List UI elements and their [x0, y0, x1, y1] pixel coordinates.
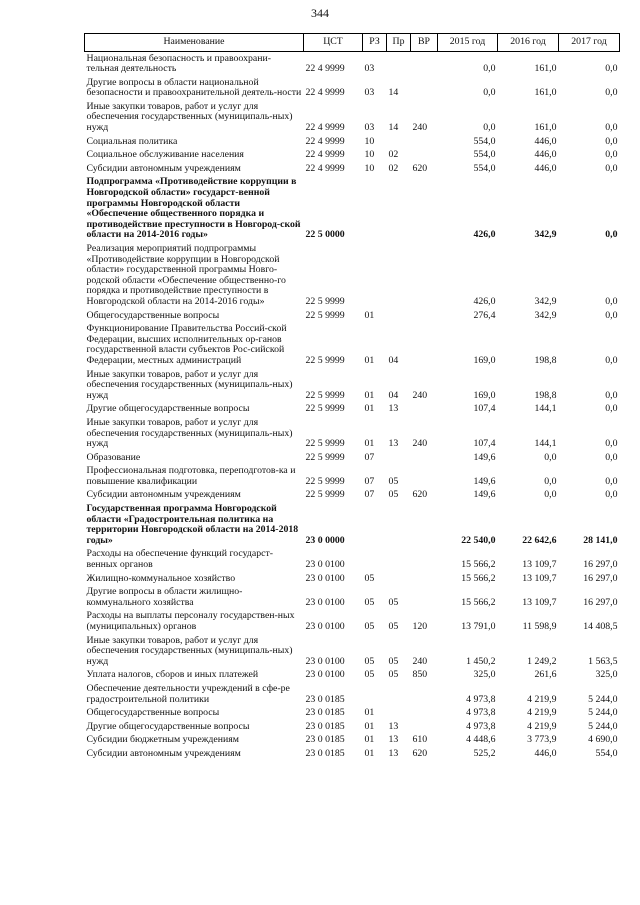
row-value-2016: 11 598,9: [522, 621, 557, 632]
row-vr: [411, 572, 438, 586]
row-pr: 02: [388, 149, 399, 161]
header-rz: РЗ: [363, 34, 387, 52]
row-value-2017: 0,0: [605, 354, 618, 366]
header-2017: 2017 год: [559, 34, 620, 52]
row-pr: 13: [388, 747, 399, 759]
row-pr: 13: [388, 403, 399, 415]
row-value-2017: 0,0: [605, 122, 618, 134]
row-rz: 05: [364, 596, 375, 608]
row-rz: 05: [364, 621, 375, 632]
row-rz: 01: [364, 747, 375, 759]
table-row: [85, 548, 620, 572]
row-value-2015: 15 566,2: [461, 559, 496, 571]
row-vr: 240: [412, 122, 428, 134]
row-rz: 03: [364, 87, 375, 99]
row-value-2017: 0,0: [605, 475, 618, 487]
row-rz: [363, 682, 387, 706]
row-value-2017: 0,0: [605, 149, 618, 161]
table-header-row: [85, 34, 620, 52]
table-row: [85, 323, 620, 368]
row-vr: [411, 465, 438, 489]
row-name: Иные закупки товаров, работ и услуг для обеспечения государственных (муниципаль-ных) нужд: [86, 634, 293, 667]
row-value-2016: 161,0: [534, 63, 557, 75]
row-rz: 05: [364, 655, 375, 667]
row-cst: 22 4 9999: [305, 135, 345, 147]
row-vr: [411, 149, 438, 163]
row-vr: 120: [412, 621, 428, 632]
row-cst: 23 0 0100: [305, 572, 345, 584]
row-value-2016: 13 109,7: [522, 572, 557, 584]
row-name: Реализация мероприятий подпрограммы «Противодействие коррупции в Новгородской области» государственной программы Новго-родской области «Обеспечение общественно-го порядка и противодействие преступности в Новгородской области на 2014-2016 годы»: [86, 243, 286, 307]
row-pr: [387, 309, 411, 323]
row-rz: 01: [364, 438, 375, 450]
table-row: [85, 707, 620, 721]
row-cst: 22 5 9999: [305, 475, 345, 487]
row-cst: 22 5 9999: [305, 389, 345, 401]
table-row: [85, 243, 620, 310]
row-value-2016: 342,9: [534, 295, 557, 307]
row-value-2017: 0,0: [605, 63, 618, 75]
row-cst: 23 0 0100: [305, 559, 345, 571]
header-name: Наименование: [85, 34, 304, 52]
row-name: Социальная политика: [86, 135, 178, 147]
row-value-2017: 16 297,0: [583, 572, 618, 584]
row-name: Другие вопросы в области национальной безопасности и правоохранительной деятель-ности: [86, 76, 302, 99]
row-value-2015: 554,0: [473, 149, 496, 161]
row-name: Расходы на выплаты персоналу государствен-ных (муниципальных) органов: [86, 610, 295, 632]
row-vr: [411, 586, 438, 610]
table-row: [85, 176, 620, 243]
row-cst: 23 0 0100: [305, 655, 345, 667]
row-cst: 22 5 9999: [305, 295, 345, 307]
row-pr: [387, 682, 411, 706]
table-row: [85, 734, 620, 748]
row-vr: [411, 451, 438, 465]
row-value-2016: 0,0: [544, 475, 557, 487]
row-cst: 22 5 9999: [305, 438, 345, 450]
table-row: [85, 100, 620, 135]
row-name: Обеспечение деятельности учреждений в сфе-ре градостроительной политики: [86, 682, 290, 705]
row-cst: 22 4 9999: [305, 149, 345, 161]
table-row: [85, 403, 620, 417]
row-rz: [363, 548, 387, 572]
table-row: [85, 149, 620, 163]
row-cst: 22 4 9999: [305, 87, 345, 99]
row-value-2016: 198,8: [534, 354, 557, 366]
row-value-2017: 0,0: [605, 309, 618, 321]
row-value-2016: 446,0: [534, 162, 557, 174]
row-value-2016: 1 249,2: [527, 655, 557, 667]
row-value-2017: 0,0: [605, 87, 618, 99]
row-cst: 22 5 9999: [305, 309, 345, 321]
row-cst: 22 5 9999: [305, 403, 345, 415]
row-pr: 04: [388, 354, 399, 366]
table-row: [85, 634, 620, 669]
table-row: [85, 451, 620, 465]
row-pr: [387, 707, 411, 721]
row-vr: [411, 176, 438, 243]
row-pr: 05: [388, 621, 399, 632]
row-value-2015: 276,4: [473, 309, 496, 321]
row-value-2015: 149,6: [473, 451, 496, 463]
row-name: Образование: [86, 451, 141, 463]
row-rz: 07: [364, 475, 375, 487]
row-name: Субсидии автономным учреждениям: [86, 489, 241, 501]
row-value-2016: 13 109,7: [522, 559, 557, 571]
table-row: [85, 162, 620, 176]
row-rz: 01: [364, 309, 375, 321]
row-rz: 05: [364, 669, 375, 681]
row-value-2017: 16 297,0: [583, 596, 618, 608]
row-rz: 01: [364, 354, 375, 366]
row-pr: 05: [388, 489, 399, 501]
row-value-2017: 14 408,5: [583, 621, 618, 632]
row-pr: 05: [388, 596, 399, 608]
row-value-2017: 5 244,0: [588, 707, 618, 719]
row-value-2017: 325,0: [595, 669, 618, 681]
row-value-2017: 28 141,0: [583, 534, 618, 546]
row-value-2017: 0,0: [605, 451, 618, 463]
row-vr: [411, 403, 438, 417]
table-row: [85, 76, 620, 100]
row-cst: 23 0 0185: [305, 720, 345, 732]
row-pr: 05: [388, 655, 399, 667]
table-row: [85, 720, 620, 734]
row-cst: 22 5 9999: [305, 354, 345, 366]
row-cst: 23 0 0100: [305, 621, 345, 632]
budget-table: [84, 33, 620, 761]
header-pr: Пр: [387, 34, 411, 52]
row-cst: 23 0 0100: [305, 596, 345, 608]
row-vr: [411, 720, 438, 734]
row-pr: [387, 451, 411, 465]
table-row: [85, 610, 620, 634]
row-cst: 22 4 9999: [305, 122, 345, 134]
row-cst: 23 0 0185: [305, 707, 345, 719]
table-row: [85, 368, 620, 403]
row-rz: 07: [364, 489, 375, 501]
row-cst: 23 0 0185: [305, 734, 345, 746]
row-pr: [387, 52, 411, 77]
row-name: Общегосударственные вопросы: [86, 309, 220, 321]
row-pr: [387, 176, 411, 243]
row-vr: [411, 52, 438, 77]
row-vr: 610: [412, 734, 428, 746]
header-2016: 2016 год: [498, 34, 559, 52]
row-value-2016: 161,0: [534, 87, 557, 99]
row-name: Субсидии автономным учреждениям: [86, 747, 241, 759]
row-pr: [387, 572, 411, 586]
row-value-2015: 4 973,8: [466, 707, 496, 719]
row-value-2016: 3 773,9: [527, 734, 557, 746]
table-row: [85, 465, 620, 489]
row-name: Субсидии бюджетным учреждениям: [86, 734, 239, 746]
row-value-2015: 15 566,2: [461, 596, 496, 608]
row-value-2016: 22 642,6: [522, 534, 557, 546]
row-vr: [411, 503, 438, 548]
row-value-2015: 149,6: [473, 489, 496, 501]
row-vr: [411, 682, 438, 706]
row-value-2017: 4 690,0: [588, 734, 618, 746]
row-cst: 22 4 9999: [305, 63, 345, 75]
row-value-2015: 22 540,0: [461, 534, 496, 546]
row-value-2015: 525,2: [473, 747, 496, 759]
row-name: Другие общегосударственные вопросы: [86, 403, 250, 415]
row-value-2016: 144,1: [534, 438, 557, 450]
row-value-2016: 144,1: [534, 403, 557, 415]
row-cst: 22 5 9999: [305, 451, 345, 463]
row-value-2017: 0,0: [605, 403, 618, 415]
row-pr: 05: [388, 475, 399, 487]
row-rz: 10: [364, 162, 375, 174]
row-rz: 01: [364, 734, 375, 746]
row-pr: [387, 243, 411, 310]
row-vr: 620: [412, 162, 428, 174]
row-name: Функционирование Правительства Россий-ской Федерации, высших исполнительных ор-ганов государственной власти субъектов Рос-сийской Федерации, местных администраций: [86, 323, 287, 366]
row-rz: 03: [364, 122, 375, 134]
row-rz: 03: [364, 63, 375, 75]
row-value-2016: 446,0: [534, 747, 557, 759]
row-name: Уплата налогов, сборов и иных платежей: [86, 669, 259, 681]
page-number: 344: [311, 6, 329, 20]
row-vr: [411, 243, 438, 310]
header-vr: ВР: [411, 34, 438, 52]
table-row: [85, 135, 620, 149]
row-value-2017: 16 297,0: [583, 559, 618, 571]
row-value-2015: 1 450,2: [466, 655, 496, 667]
row-value-2017: 0,0: [605, 295, 618, 307]
table-row: [85, 586, 620, 610]
row-value-2017: 5 244,0: [588, 720, 618, 732]
row-vr: [411, 76, 438, 100]
row-name: Иные закупки товаров, работ и услуг для обеспечения государственных (муниципаль-ных) нужд: [86, 100, 293, 134]
row-value-2016: 446,0: [534, 135, 557, 147]
row-pr: 05: [388, 669, 399, 681]
row-value-2015: 554,0: [473, 135, 496, 147]
row-value-2016: 261,6: [534, 669, 557, 681]
row-value-2017: 0,0: [605, 489, 618, 501]
row-value-2017: 1 563,5: [588, 655, 618, 667]
row-rz: 01: [364, 389, 375, 401]
row-vr: 240: [412, 389, 428, 401]
row-rz: 10: [364, 135, 375, 147]
header-cst: ЦСТ: [304, 34, 363, 52]
row-rz: 01: [364, 403, 375, 415]
row-cst: 22 5 9999: [305, 489, 345, 501]
row-value-2015: 169,0: [473, 354, 496, 366]
row-rz: 05: [364, 572, 375, 584]
row-pr: 13: [388, 734, 399, 746]
row-value-2017: 0,0: [605, 162, 618, 174]
row-pr: 04: [388, 389, 399, 401]
row-name: Иные закупки товаров, работ и услуг для обеспечения государственных (муниципаль-ных) нужд: [86, 416, 293, 450]
row-value-2015: 4 973,8: [466, 693, 496, 705]
row-name: Субсидии автономным учреждениям: [86, 162, 241, 174]
row-value-2015: 325,0: [473, 669, 496, 681]
table-row: [85, 309, 620, 323]
row-cst: 23 0 0100: [305, 669, 345, 681]
row-name: Государственная программа Новгородской области «Градостроительная политика на территории Новгородской области на 2014-2018 годы»: [86, 503, 299, 546]
header-2015: 2015 год: [438, 34, 498, 52]
row-vr: 620: [412, 747, 428, 759]
table-body: [85, 52, 620, 762]
row-vr: 620: [412, 489, 428, 501]
row-vr: 240: [412, 438, 428, 450]
row-vr: [411, 135, 438, 149]
row-value-2016: 161,0: [534, 122, 557, 134]
row-value-2016: 0,0: [544, 489, 557, 501]
row-name: Социальное обслуживание населения: [86, 149, 244, 161]
row-name: Профессиональная подготовка, переподготов-ка и повышение квалификации: [86, 465, 296, 487]
row-vr: [411, 309, 438, 323]
row-rz: 01: [364, 707, 375, 719]
row-value-2015: 4 448,6: [466, 734, 496, 746]
row-value-2015: 0,0: [483, 87, 496, 99]
row-value-2017: 0,0: [605, 389, 618, 401]
row-value-2015: 426,0: [473, 229, 496, 241]
table-row: [85, 52, 620, 77]
row-pr: 02: [388, 162, 399, 174]
row-name: Жилищно-коммунальное хозяйство: [86, 572, 236, 584]
row-value-2015: 107,4: [473, 403, 496, 415]
row-value-2015: 426,0: [473, 295, 496, 307]
row-value-2015: 0,0: [483, 63, 496, 75]
row-name: Подпрограмма «Противодействие коррупции в Новгородской области» государст-венной программы Новгородской области «Обеспечение общественного порядка и противодействие преступности в Новгород-ской области на 2014-2016 годы»: [86, 176, 301, 241]
row-rz: 10: [364, 149, 375, 161]
table-row: [85, 669, 620, 683]
row-pr: 13: [388, 438, 399, 450]
row-rz: [363, 243, 387, 310]
row-value-2015: 4 973,8: [466, 720, 496, 732]
row-rz: 07: [364, 451, 375, 463]
table-row: [85, 416, 620, 451]
row-rz: 01: [364, 720, 375, 732]
row-value-2015: 15 566,2: [461, 572, 496, 584]
row-cst: 23 0 0000: [305, 534, 345, 546]
row-pr: [387, 548, 411, 572]
row-pr: 13: [388, 720, 399, 732]
row-value-2016: 0,0: [544, 451, 557, 463]
row-name: Общегосударственные вопросы: [86, 707, 220, 719]
row-pr: [387, 135, 411, 149]
table-row: [85, 572, 620, 586]
table-row: [85, 682, 620, 706]
row-value-2016: 342,9: [534, 229, 557, 241]
row-value-2017: 554,0: [595, 747, 618, 759]
row-vr: [411, 548, 438, 572]
row-value-2017: 5 244,0: [588, 693, 618, 705]
table-row: [85, 489, 620, 503]
row-value-2016: 198,8: [534, 389, 557, 401]
row-vr: 240: [412, 655, 428, 667]
row-value-2016: 4 219,9: [527, 720, 557, 732]
row-value-2015: 169,0: [473, 389, 496, 401]
row-value-2016: 4 219,9: [527, 707, 557, 719]
row-value-2016: 4 219,9: [527, 693, 557, 705]
row-value-2016: 13 109,7: [522, 596, 557, 608]
row-name: Иные закупки товаров, работ и услуг для обеспечения государственных (муниципаль-ных) нужд: [86, 368, 293, 401]
row-rz: [363, 176, 387, 243]
row-value-2015: 149,6: [473, 475, 496, 487]
row-vr: [411, 323, 438, 368]
row-name: Расходы на обеспечение функций государст-венных органов: [86, 548, 274, 571]
row-value-2015: 0,0: [483, 122, 496, 134]
table-row: [85, 503, 620, 548]
row-vr: [411, 707, 438, 721]
row-value-2015: 13 791,0: [461, 621, 496, 632]
row-name: Другие общегосударственные вопросы: [86, 720, 250, 732]
row-cst: 23 0 0185: [305, 747, 345, 759]
row-value-2017: 0,0: [605, 229, 618, 241]
row-rz: [363, 503, 387, 548]
row-pr: 14: [388, 122, 399, 134]
row-cst: 22 4 9999: [305, 162, 345, 174]
row-value-2015: 107,4: [473, 438, 496, 450]
row-value-2015: 554,0: [473, 162, 496, 174]
row-cst: 23 0 0185: [305, 693, 345, 705]
row-name: Национальная безопасность и правоохрани-тельная деятельность: [86, 52, 271, 75]
row-vr: 850: [412, 669, 428, 681]
row-value-2017: 0,0: [605, 135, 618, 147]
table-row: [85, 747, 620, 761]
row-pr: [387, 503, 411, 548]
row-value-2017: 0,0: [605, 438, 618, 450]
row-name: Другие вопросы в области жилищно-коммунального хозяйства: [86, 586, 243, 608]
row-cst: 22 5 0000: [305, 229, 345, 241]
row-value-2016: 342,9: [534, 309, 557, 321]
row-pr: 14: [388, 87, 399, 99]
row-value-2016: 446,0: [534, 149, 557, 161]
